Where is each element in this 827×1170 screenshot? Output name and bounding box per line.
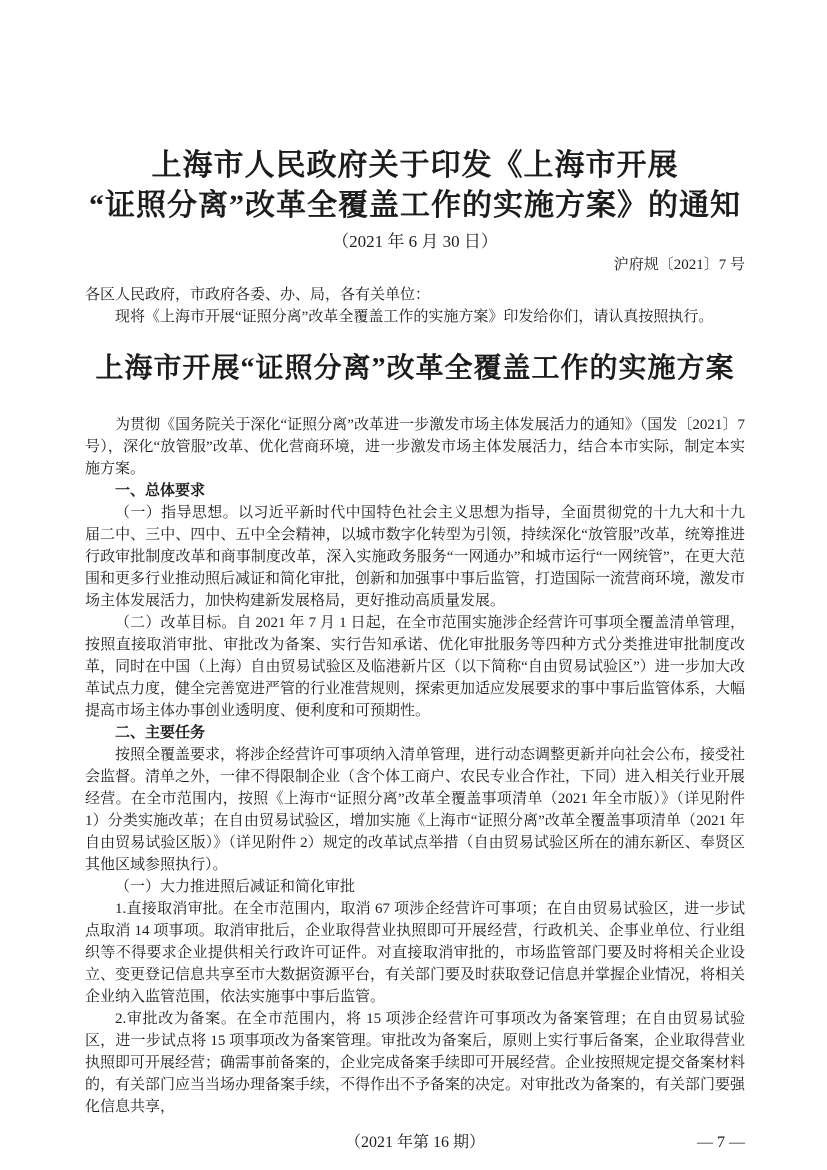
paragraph-rest: 在全市范围内，取消 67 项涉企经营许可事项；在自由贸易试验区，进一步试点取消 14 项事项。取消审批后，企业取得营业执照即可开展经营，行政机关、企事业单位、行业组织等不得要求企业提供相关行政许可证件。对直接取消审批的，市场监管部门要及时将相关企业设立、变更登记信息共享至市大数据资源平台，有关部门要及时获取登记信息并掌握企业情况，将相关企业纳入监管范围，依法实施事中事后监管。 — [85, 901, 746, 1005]
paragraph-lead: （二）改革目标。 — [115, 615, 237, 631]
notice-title-line1: 上海市人民政府关于印发《上海市开展 — [151, 149, 679, 182]
paragraph-lead: 1.直接取消审批。 — [115, 901, 234, 917]
paragraph-reform-goal — [85, 612, 745, 722]
paragraph-cancel-approval — [85, 898, 745, 1008]
footer-page-number: — 7 — — [697, 1134, 745, 1151]
notice-date: （2021 年 6 月 30 日） — [332, 232, 498, 251]
notice-title — [85, 146, 745, 226]
paragraph-rest: 在全市范围内，将 15 项涉企经营许可事项改为备案管理；在自由贸易试验区，进一步试点将 15 项事项改为备案管理。审批改为备案后，原则上实行事后备案，企业取得营业执照即可开展经营；确需事前备案的，企业完成备案手续即可开展经营。企业按照规定提交备案材料的，有关部门应当当场办理备案手续，不得作出不予备案的决定。对审批改为备案的，有关部门要强化信息共享， — [85, 1011, 746, 1115]
document-content — [85, 0, 745, 1154]
paragraph-guiding-ideology — [85, 502, 745, 612]
notice-intro: 现将《上海市开展“证照分离”改革全覆盖工作的实施方案》印发给你们，请认真按照执行。 — [115, 309, 714, 325]
notice-title-line2: “证照分离”改革全覆盖工作的实施方案》的通知 — [89, 189, 741, 222]
paragraph-rest: 以习近平新时代中国特色社会主义思想为指导，全面贯彻党的十九大和十九届二中、三中、四中、五中全会精神，以城市数字化转型为引领，持续深化“放管服”改革，统筹推进行政审批制度改革和商事制度改革，深入实施政务服务“一网通办”和城市运行“一网统管”，在更大范围和更多行业推动照后减证和简化审批，创新和加强事中事后监管，打造国际一流营商环境，激发市场主体发展活力，加快构建新发展格局，更好推动高质量发展。 — [85, 505, 746, 609]
salutation: 各区人民政府，市政府各委、办、局，各有关单位： — [85, 287, 431, 303]
paragraph-preamble: 为贯彻《国务院关于深化“证照分离”改革进一步激发市场主体发展活力的通知》（国发〔2021〕7号），深化“放管服”改革、优化营商环境，进一步激发市场主体发展活力，结合本市实际，制定本实施方案。 — [85, 417, 745, 477]
paragraph-change-to-filing — [85, 1008, 745, 1118]
paragraph-main-tasks: 按照全覆盖要求，将涉企经营许可事项纳入清单管理，进行动态调整更新并向社会公布，接受社会监督。清单之外，一律不得限制企业（含个体工商户、农民专业合作社，下同）进入相关行业开展经营。在全市范围内，按照《上海市“证照分离”改革全覆盖事项清单（2021 年全市版）》（详见附件 1）分类实施改革；在自由贸易试验区，增加实施《上海市“证照分离”改革全覆盖事项清单（2021 年自由贸易试验区版）》（详见附件 2）规定的改革试点举措（自由贸易试验区所在的浦东新区、奉贤区其他区域参照执行）。 — [85, 747, 746, 873]
paragraph-lead: 2.审批改为备案。 — [115, 1011, 237, 1027]
section-heading-2: 二、主要任务 — [115, 724, 206, 741]
doc-number: 沪府规〔2021〕7 号 — [613, 257, 745, 273]
section-heading-1: 一、总体要求 — [115, 482, 206, 499]
paragraph-rest: 自 2021 年 7 月 1 日起，在全市范围实施涉企经营许可事项全覆盖清单管理，按照直接取消审批、审批改为备案、实行告知承诺、优化审批服务等四种方式分类推进审批制度改革，同时在中国（上海）自由贸易试验区及临港新片区（以下简称“自由贸易试验区”）进一步加大改革试点力度，健全完善宽进严管的行业准营规则，探索更加适应发展要求的事中事后监管体系，大幅提高市场主体办事创业透明度、便利度和可预期性。 — [85, 615, 746, 719]
footer-issue: （2021 年第 16 期） — [344, 1134, 485, 1151]
subsection-heading-1: （一）大力推进照后减证和简化审批 — [115, 879, 356, 895]
page-footer — [85, 1132, 745, 1154]
paragraph-lead: （一）指导思想。 — [115, 505, 238, 521]
plan-title: 上海市开展“证照分离”改革全覆盖工作的实施方案 — [95, 353, 735, 384]
